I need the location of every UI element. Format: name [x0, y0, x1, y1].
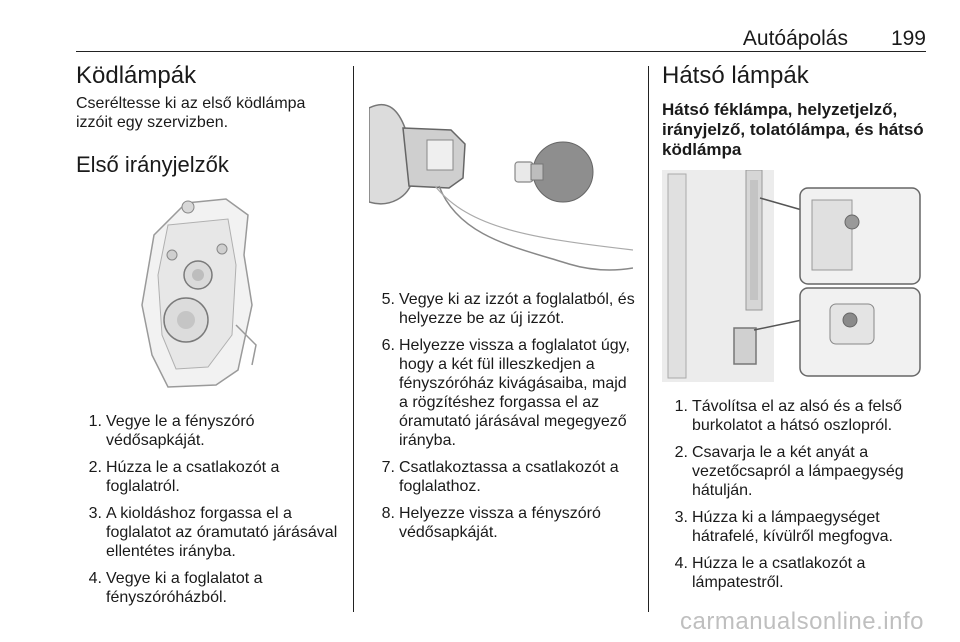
step-number: 2.: [88, 459, 102, 476]
column-1: [76, 62, 341, 178]
step-text: Húzza le a csatlakozót a lámpatestről.: [692, 555, 866, 591]
heading-front-indicators: Első irányjelzők: [76, 152, 229, 177]
steps-front-list: [76, 412, 341, 607]
column-3-steps: [662, 397, 934, 600]
step-number: 8.: [381, 505, 395, 522]
step-number: 1.: [88, 413, 102, 430]
column-divider-2: [648, 66, 649, 612]
step-text: Távolítsa el az alsó és a felső burkolatot a hátsó oszlopról.: [692, 398, 902, 434]
step-number: 2.: [674, 444, 688, 461]
list-item: [662, 443, 934, 500]
rear-pillar-figure: [662, 170, 925, 382]
list-item: [76, 569, 341, 607]
heading-rear-lamps: Hátsó lámpák: [662, 62, 809, 89]
heading-fog-lamps: Ködlámpák: [76, 62, 197, 89]
fog-lamps-intro: Cseréltesse ki az első ködlámpa izzóit egy szervizben.: [76, 95, 306, 131]
step-number: 1.: [674, 398, 688, 415]
step-text: Vegye ki a foglalatot a fényszóróházból.: [106, 570, 263, 606]
page-header: [76, 27, 926, 52]
step-text: Húzza le a csatlakozót a foglalatról.: [106, 459, 280, 495]
step-number: 4.: [88, 570, 102, 587]
step-text: Helyezze vissza a fényszóró védősapkáját.: [399, 505, 601, 541]
bulb-socket-figure: [369, 68, 633, 276]
column-3: [662, 62, 932, 160]
column-divider-1: [353, 66, 354, 612]
step-text: A kioldáshoz forgassa el a foglalatot az óramutató járásával ellentétes irányba.: [106, 505, 338, 560]
watermark: carmanualsonline.info: [680, 608, 924, 635]
section-title: Autóápolás: [742, 27, 848, 50]
step-number: 6.: [381, 337, 395, 354]
column-2-steps: [369, 290, 637, 550]
step-text: Vegye ki az izzót a foglalatból, és helyezze be az új izzót.: [399, 291, 635, 327]
steps-rear-list: [662, 397, 934, 592]
step-number: 4.: [674, 555, 688, 572]
step-number: 7.: [381, 459, 395, 476]
step-text: Csatlakoztassa a csatlakozót a foglalathoz.: [399, 459, 619, 495]
step-text: Húzza ki a lámpaegységet hátrafelé, kívülről megfogva.: [692, 509, 893, 545]
list-item: [76, 504, 341, 561]
step-text: Vegye le a fényszóró védősapkáját.: [106, 413, 255, 449]
steps-bulb-list: [369, 290, 637, 542]
list-item: [662, 397, 934, 435]
column-1-steps: [76, 412, 341, 615]
list-item: [662, 508, 934, 546]
list-item: [76, 412, 341, 450]
list-item: [369, 504, 637, 542]
step-text: Helyezze vissza a foglalatot úgy, hogy a két fül illeszkedjen a fényszóróház kivágásaiba, majd a rögzítéshez forgassa el az óramutató járásával megegyező irányba.: [399, 337, 630, 449]
list-item: [369, 336, 637, 450]
headlamp-rear-figure: [76, 185, 338, 395]
list-item: [369, 290, 637, 328]
step-number: 3.: [674, 509, 688, 526]
step-number: 3.: [88, 505, 102, 522]
subheading-rear-lamp-types: Hátsó féklámpa, helyzetjelző, irányjelző, tolatólámpa, és hátsó ködlámpa: [662, 100, 924, 159]
step-number: 5.: [381, 291, 395, 308]
page-number: 199: [890, 27, 926, 50]
step-text: Csavarja le a két anyát a vezetőcsapról a lámpaegység hátulján.: [692, 444, 904, 499]
list-item: [369, 458, 637, 496]
list-item: [662, 554, 934, 592]
list-item: [76, 458, 341, 496]
